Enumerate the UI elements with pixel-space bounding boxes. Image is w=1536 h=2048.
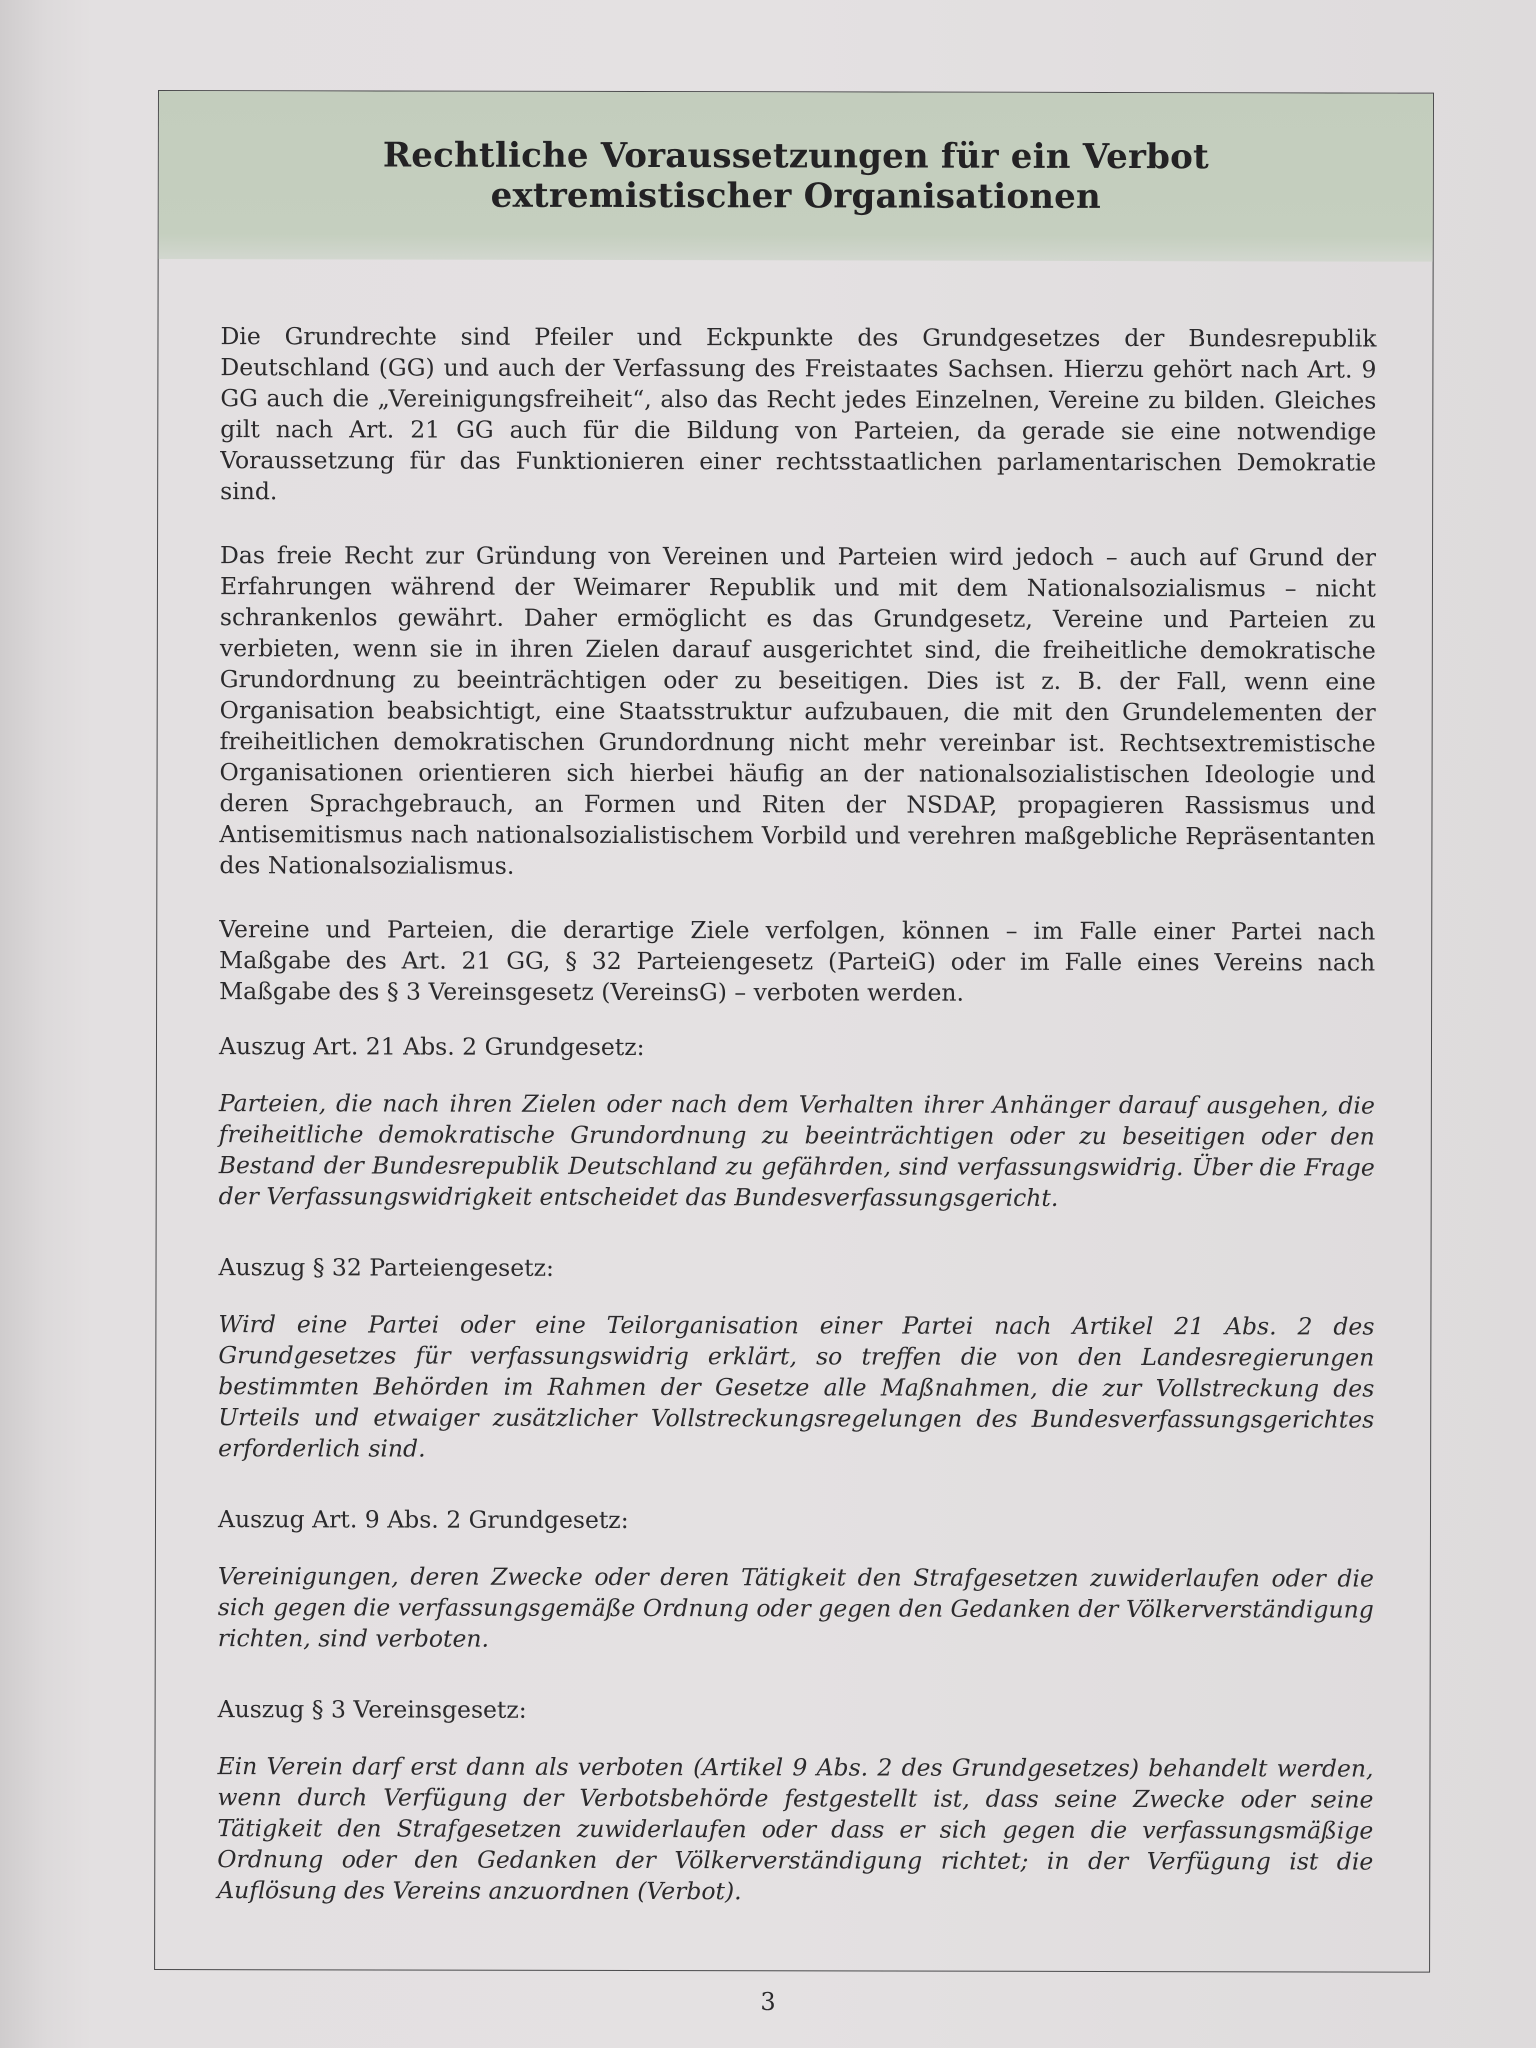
document-body (217, 321, 1376, 1948)
excerpt-label-par32: Auszug § 32 Parteiengesetz: (218, 1253, 554, 1282)
excerpt-text-art21: Parteien, die nach ihren Zielen oder nach dem Verhalten ihrer Anhänger darauf ausgehen, die freiheitliche demokratische Grundordnung zu beeinträchtigen oder zu beseitigen oder den Bestand der Bundesrepublik Deutschland zu gefährden, sind verfassungswidrig. Über die Frage der Verfassungswidrigkeit entscheidet das Bundesverfassungsgericht. (218, 1089, 1375, 1212)
excerpt-label-art9: Auszug Art. 9 Abs. 2 Grundgesetz: (217, 1505, 629, 1534)
excerpt-label-par3: Auszug § 3 Vereinsgesetz: (217, 1695, 527, 1724)
content-frame (154, 90, 1434, 1973)
excerpt-text-par3: Ein Verein darf erst dann als verboten (Artikel 9 Abs. 2 des Grundgesetzes) behandelt werden, wenn durch Verfügung der Verbotsbehörde festgestellt ist, dass seine Zwecke oder seine Tätigkeit den Strafgesetzen zuwiderlaufen oder dass er sich gegen die verfassungsmäßige Ordnung oder den Gedanken der Völkerverständigung richtet; in der Verfügung ist die Auflösung des Vereins anzuordnen (Verbot). (217, 1752, 1374, 1906)
excerpt-label-art21: Auszug Art. 21 Abs. 2 Grundgesetz: (218, 1032, 645, 1062)
page-number: 3 (760, 1988, 776, 2016)
paragraph-verbot: Das freie Recht zur Gründung von Vereinen und Parteien wird jedoch – auch auf Grund der Erfahrungen während der Weimarer Republik und mit dem Nationalsozialismus – nicht schrankenlos gewährt. Daher ermöglicht es das Grundgesetz, Vereine und Parteien zu verbieten, wenn sie in ihren Zielen darauf ausgerichtet sind, die freiheitliche demokratische Grundordnung zu beeinträchtigen oder zu beseitigen. Dies ist z. B. der Fall, wenn eine Organisation beabsichtigt, eine Staatsstruktur aufzubauen, die mit den Grundelementen der freiheitlichen demokratischen Grundordnung nicht mehr vereinbar ist. Rechtsextremistische Organisationen orientieren sich hierbei häufig an der nationalsozialistischen Ideologie und deren Sprachgebrauch, an Formen und Riten der NSDAP, propagieren Rassismus und Antisemitismus nach nationalsozialistischem Vorbild und verehren maßgebliche Repräsentanten des Nationalsozialismus. (219, 541, 1377, 880)
page-title (159, 135, 1433, 218)
excerpt-text-art9: Vereinigungen, deren Zwecke oder deren Tätigkeit den Strafgesetzen zuwiderlaufen oder die sich gegen die verfassungsgemäße Ordnung oder gegen den Gedanken der Völkerverständigung richten, sind verboten. (217, 1562, 1374, 1653)
title-line-2: extremistischer Organisationen (490, 175, 1101, 217)
excerpt-text-par32: Wird eine Partei oder eine Teilorganisation einer Partei nach Artikel 21 Abs. 2 des Grundgesetzes für verfassungswidrig erklärt, so treffen die von den Landesregierungen bestimmten Behörden im Rahmen der Gesetze alle Maßnahmen, die zur Vollstreckung des Urteils und etwaiger zusätzlicher Vollstreckungsregelungen des Bundesverfassungsgerichtes erforderlich sind. (218, 1310, 1375, 1463)
title-banner (159, 91, 1433, 262)
paragraph-grundrechte: Die Grundrechte sind Pfeiler und Eckpunkte des Grundgesetzes der Bundesrepublik Deutschland (GG) und auch der Verfassung des Freistaates Sachsen. Hierzu gehört nach Art. 9 GG auch die „Vereinigungsfreiheit“, also das Recht jedes Einzelnen, Vereine zu bilden. Gleiches gilt nach Art. 21 GG auch für die Bildung von Parteien, da gerade sie eine notwendige Voraussetzung für das Funktionieren einer rechtsstaatlichen parlamentarischen Demokratie sind. (220, 322, 1377, 506)
page-edge-shadow (0, 0, 44, 2048)
title-line-1: Rechtliche Voraussetzungen für ein Verbot (382, 135, 1209, 178)
paragraph-ziele: Vereine und Parteien, die derartige Ziele verfolgen, können – im Falle einer Partei nach Maßgabe des Art. 21 GG, § 32 Parteiengesetz (ParteiG) oder im Falle eines Vereins nach Maßgabe des § 3 Vereinsgesetz (VereinsG) – verboten werden. (219, 915, 1376, 1007)
